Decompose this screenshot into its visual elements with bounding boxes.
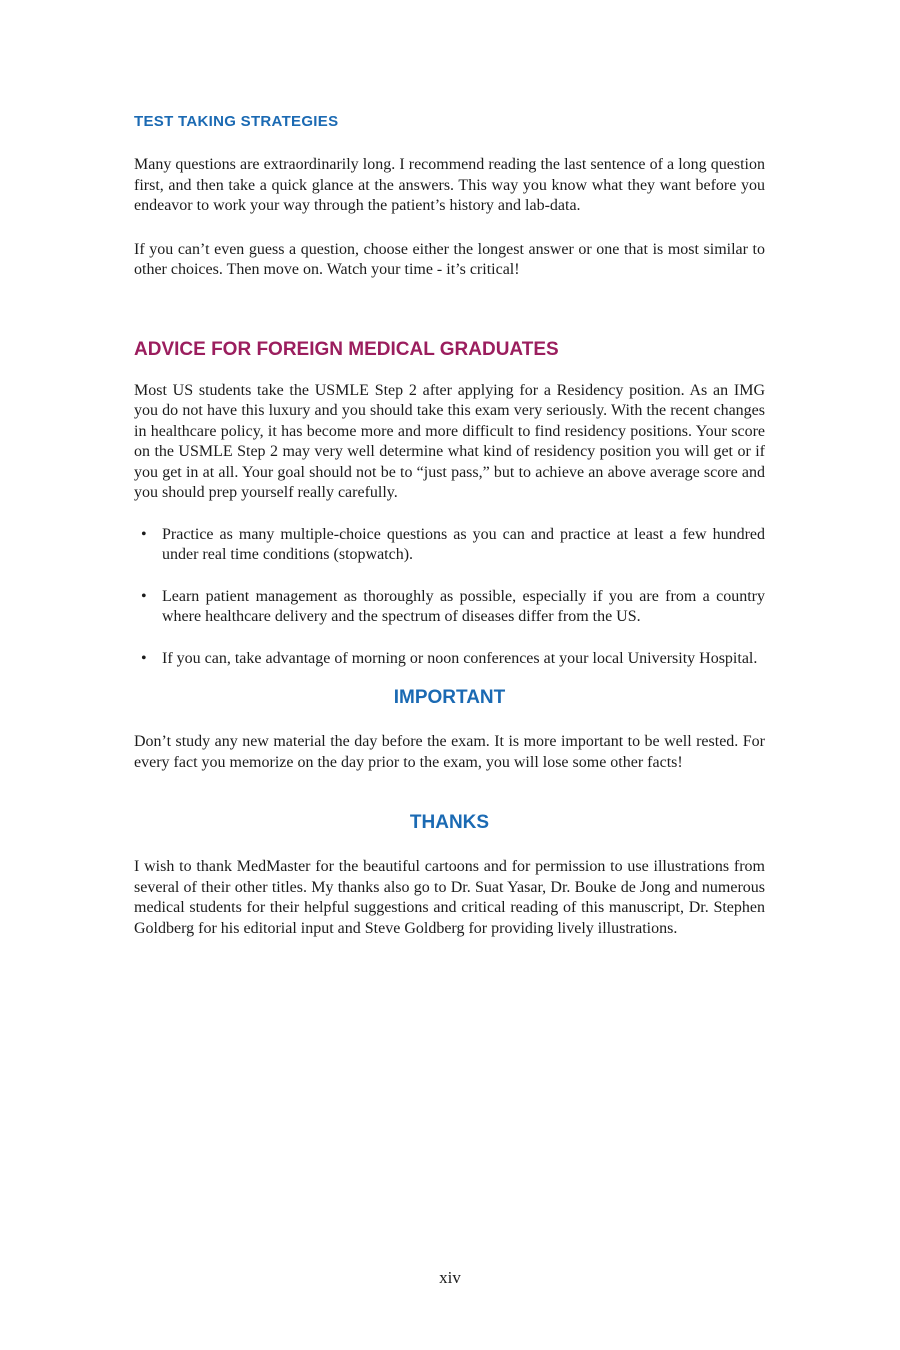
bullet-dot-icon: • [141,649,147,667]
page-content [134,0,765,939]
paragraph-test-taking-1: Many questions are extraordinarily long. I recommend reading the last sentence of a long question first, and then take a quick glance at the answers. This way you know what they want before you endeavor to work your way through the patient’s history and lab-data. [134,156,765,214]
section-heading-thanks: THANKS [409,812,490,833]
advice-bullet-list [134,525,765,670]
bullet-dot-icon: • [141,587,147,605]
section-heading-test-taking-strategies: TEST TAKING STRATEGIES [134,113,339,130]
paragraph-test-taking-2: If you can’t even guess a question, choose either the longest answer or one that is most similar to other choices. Then move on. Watch your time - it’s critical! [134,240,765,278]
bullet-item-practice-questions [134,525,765,566]
section-heading-important: IMPORTANT [393,687,506,708]
bullet-dot-icon: • [141,525,147,543]
section-heading-advice-foreign-medical-graduates: ADVICE FOR FOREIGN MEDICAL GRADUATES [134,338,559,360]
paragraph-important: Don’t study any new material the day before the exam. It is more important to be well rested. For every fact you memorize on the day prior to the exam, you will lose some other facts! [134,733,765,771]
paragraph-thanks: I wish to thank MedMaster for the beautiful cartoons and for permission to use illustrations from several of their other titles. My thanks also go to Dr. Suat Yasar, Dr. Bouke de Jong and numerous medical students for their helpful suggestions and critical reading of this manuscript, Dr. Stephen Goldberg for his editorial input and Steve Goldberg for providing lively illustrations. [134,858,765,937]
bullet-item-conferences [134,649,765,670]
bullet-text: Learn patient management as thoroughly as possible, especially if you are from a country where healthcare delivery and the spectrum of diseases differ from the US. [162,587,765,625]
page-number: xiv [439,1268,461,1287]
bullet-item-patient-management [134,587,765,628]
bullet-text: Practice as many multiple-choice questions as you can and practice at least a few hundred under real time conditions (stopwatch). [162,525,765,563]
bullet-text: If you can, take advantage of morning or noon conferences at your local University Hospital. [162,649,758,667]
paragraph-img-advice: Most US students take the USMLE Step 2 after applying for a Residency position. As an IMG you do not have this luxury and you should take this exam very seriously. With the recent changes in healthcare policy, it has become more and more difficult to find residency positions. Your score on the USMLE Step 2 may very well determine what kind of residency position you will get or if you get in at all. Your goal should not be to “just pass,” but to achieve an above average score and you should prep yourself really carefully. [134,381,765,501]
